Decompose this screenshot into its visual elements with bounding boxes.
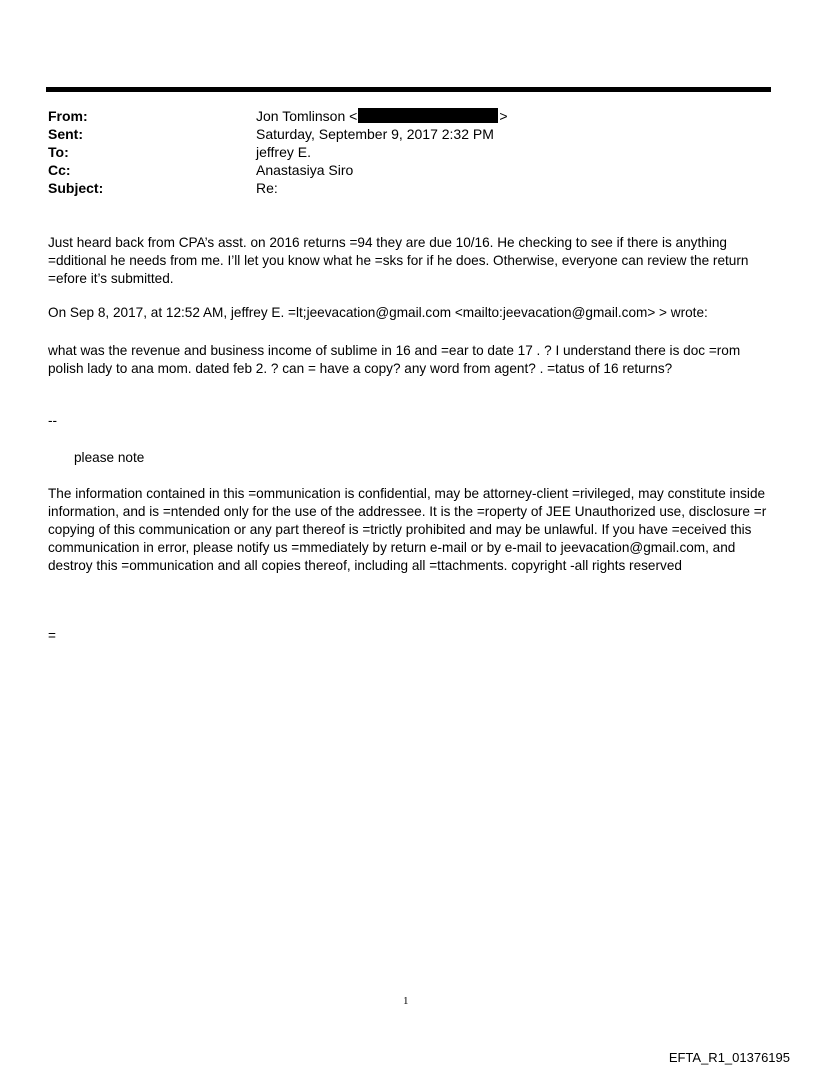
header-divider xyxy=(46,87,771,92)
subject-row xyxy=(48,179,748,197)
body-paragraph-1 xyxy=(48,234,773,288)
from-value xyxy=(256,107,508,125)
to-label: To: xyxy=(48,144,69,160)
cc-label: Cc: xyxy=(48,162,71,178)
disclaimer-text: The information contained in this =ommunication is confidential, may be attorney-client =rivileged, may constitute inside information, and is =ntended only for the use of the addressee. It is the =roperty of JEE Unauthorized use, disclosure =r copying of this communication or any part thereof is =trictly prohibited and may be unlawful. If you have =eceived this communication in error, please notify us =mmediately by return e-mail or by e-mail to jeevacation@gmail.com, and destroy this =ommunication and all copies thereof, including all =ttachments. copyright -all rights reserved xyxy=(48,486,767,573)
separator-text: -- xyxy=(48,413,58,428)
from-label: From: xyxy=(48,108,88,124)
subject-label: Subject: xyxy=(48,180,104,196)
trailing-equals: = xyxy=(48,628,56,643)
from-bracket: > xyxy=(499,108,508,124)
redaction-bar xyxy=(358,108,498,123)
quote-attribution: On Sep 8, 2017, at 12:52 AM, jeffrey E. =lt;jeevacation@gmail.com <mailto:jeevacation@gmail.com> > wrote: xyxy=(48,305,708,320)
from-row xyxy=(48,107,748,125)
to-value: jeffrey E. xyxy=(256,144,311,160)
body-paragraph-2 xyxy=(48,304,773,322)
signature-separator xyxy=(48,412,773,430)
trailing-block xyxy=(48,627,773,645)
sent-row xyxy=(48,125,748,143)
to-row xyxy=(48,143,748,161)
disclaimer-block xyxy=(48,485,773,575)
please-note-block xyxy=(48,449,773,467)
cc-row xyxy=(48,161,748,179)
reply-text: Just heard back from CPA’s asst. on 2016 returns =94 they are due 10/16. He checking to see if there is anything =dditional he needs from me. I’ll let you know what he =sks for if he does. Otherwise, everyone can review the return =efore it’s submitted. xyxy=(48,235,749,286)
from-name: Jon Tomlinson < xyxy=(256,108,358,124)
sent-value: Saturday, September 9, 2017 2:32 PM xyxy=(256,126,494,142)
email-header xyxy=(48,107,748,197)
quoted-message: what was the revenue and business income of sublime in 16 and =ear to date 17 . ? I understand there is doc =rom polish lady to ana mom. dated feb 2. ? can = have a copy? any word from agent? . =tatus of 16 returns? xyxy=(48,343,741,376)
subject-value: Re: xyxy=(256,180,278,196)
body-paragraph-3 xyxy=(48,342,773,378)
sent-label: Sent: xyxy=(48,126,83,142)
please-note-text: please note xyxy=(74,450,145,465)
document-id: EFTA_R1_01376195 xyxy=(668,1050,790,1065)
cc-value: Anastasiya Siro xyxy=(256,162,354,178)
page-number: 1 xyxy=(403,995,409,1007)
